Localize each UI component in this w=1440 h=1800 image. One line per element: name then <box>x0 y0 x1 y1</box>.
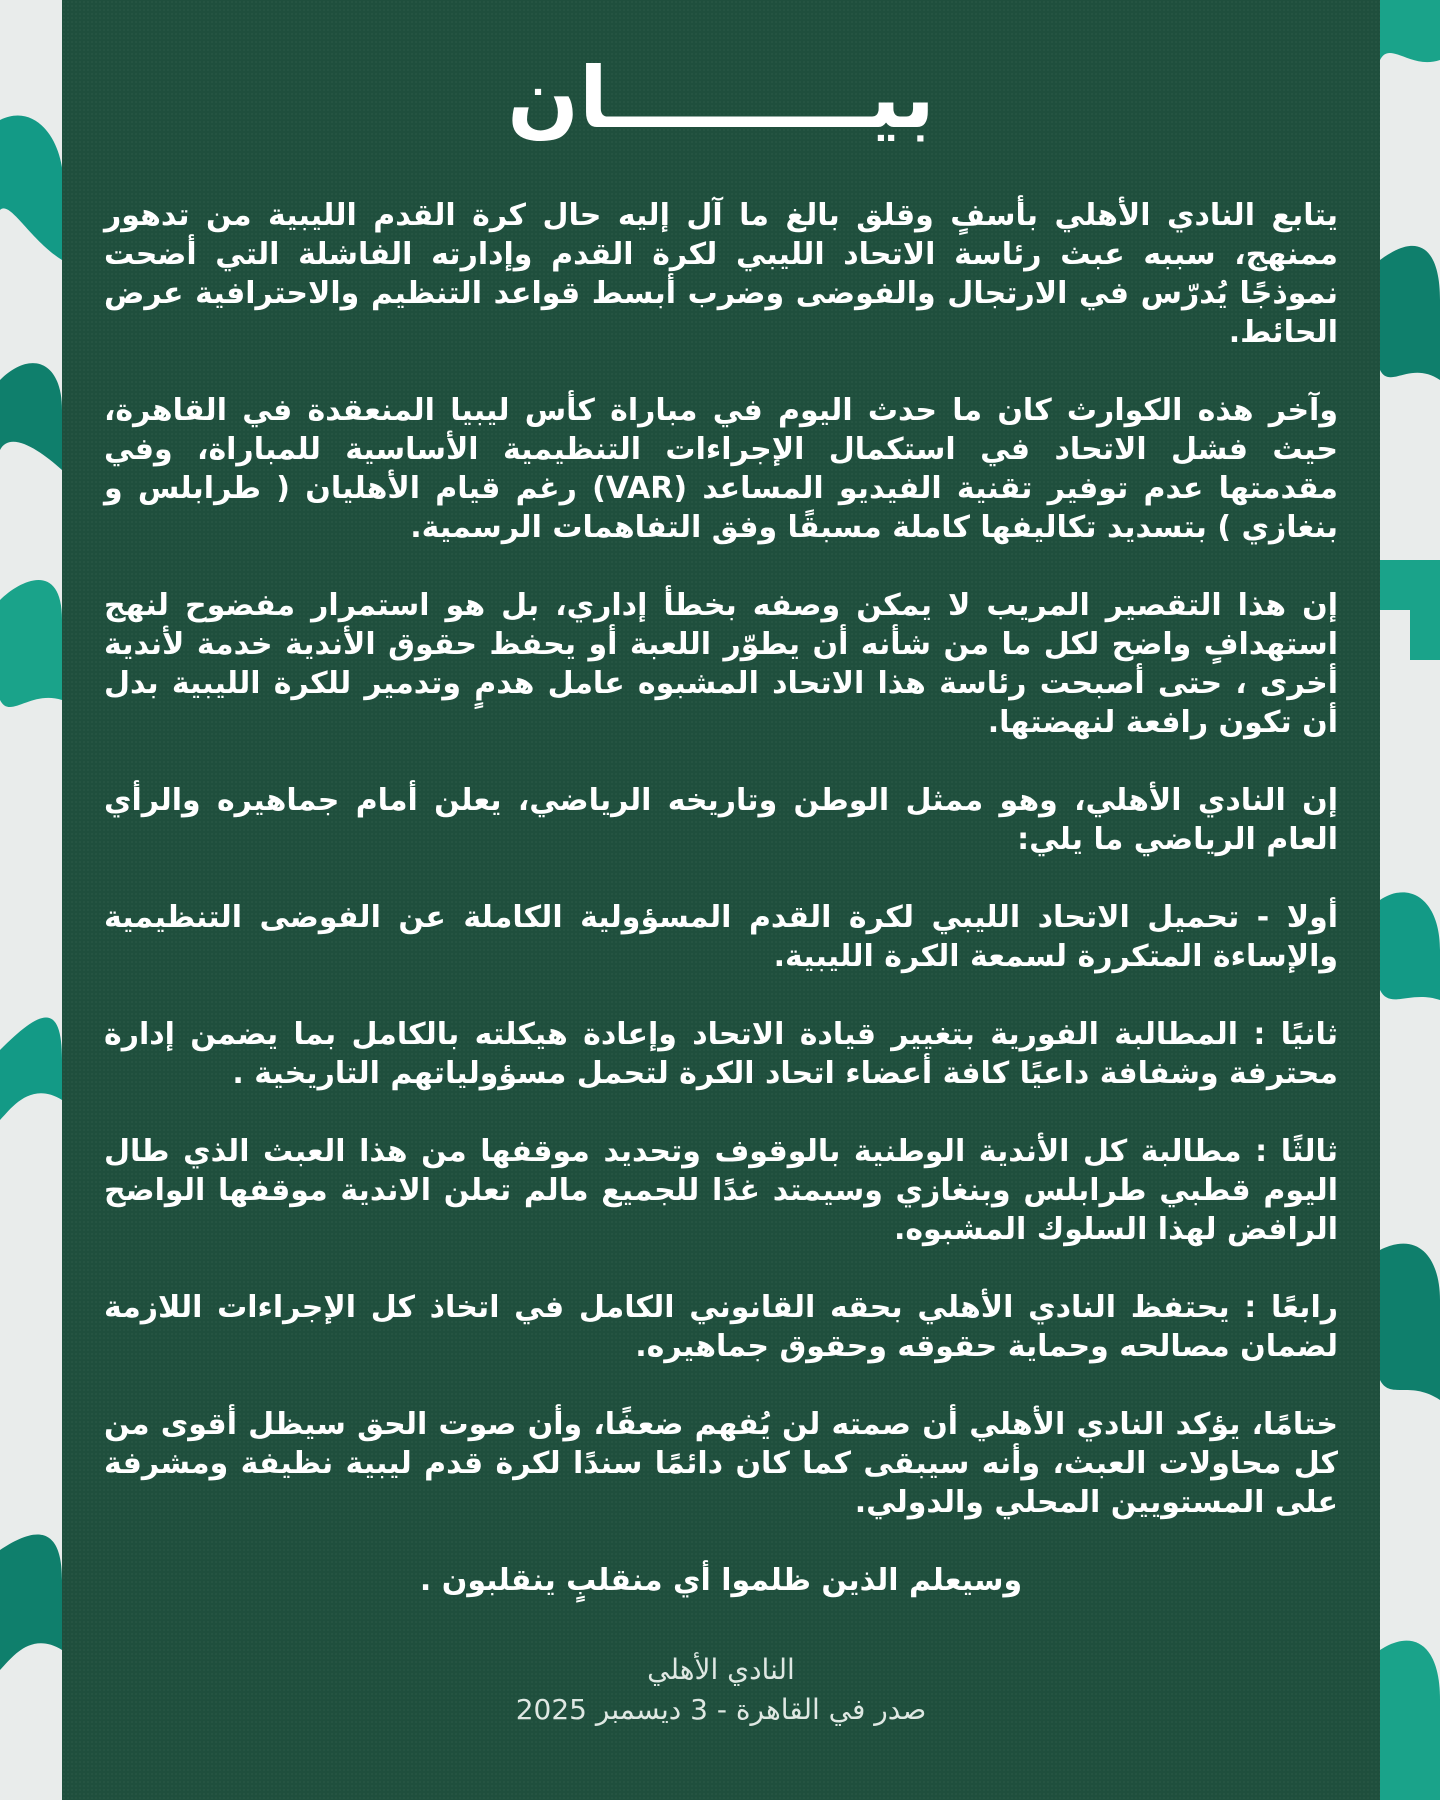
paragraph-fourth-demand: رابعًا : يحتفظ النادي الأهلي بحقه القانوني الكامل في اتخاذ كل الإجراءات اللازمة لضمان مصالحه وحماية حقوقه وحقوق جماهيره. <box>104 1290 1338 1365</box>
paragraph-second-demand: ثانيًا : المطالبة الفورية بتغيير قيادة الاتحاد وإعادة هيكلته بالكامل بما يضمن إدارة محترفة وشفافة داعيًا كافة أعضاء اتحاد الكرة لتحمل مسؤولياتهم التاريخية . <box>104 1017 1338 1092</box>
paragraph-incident: وآخر هذه الكوارث كان ما حدث اليوم في مباراة كأس ليبيا المنعقدة في القاهرة، حيث فشل الاتحاد في استكمال الإجراءات التنظيمية الأساسية للمباراة، وفي مقدمتها عدم توفير تقنية الفيديو المساعد (VAR) رغم قيام الأهليان ( طرابلس و بنغازي ) بتسديد تكاليفها كاملة مسبقًا وفق التفاهمات الرسمية. <box>104 393 1338 546</box>
paragraph-negligence: إن هذا التقصير المريب لا يمكن وصفه بخطأ إداري، بل هو استمرار مفضوح لنهج استهدافٍ واضح لكل ما من شأنه أن يطوّر اللعبة أو يحفظ حقوق الأندية خدمة لأندية أخرى ، حتى أصبحت رئاسة هذا الاتحاد المشبوه عامل هدمٍ وتدمير للكرة الليبية بدل أن تكون رافعة لنهضتها. <box>104 588 1338 741</box>
paragraph-first-demand: أولا - تحميل الاتحاد الليبي لكرة القدم المسؤولية الكاملة عن الفوضى التنظيمية والإساءة المتكررة لسمعة الكرة الليبية. <box>104 900 1338 975</box>
statement-panel <box>62 0 1380 1800</box>
paragraph-intro: يتابع النادي الأهلي بأسفٍ وقلق بالغ ما آل إليه حال كرة القدم الليبية من تدهور ممنهج، سببه عبث رئاسة الاتحاد الليبي لكرة القدم وإدارته الفاشلة التي أضحت نموذجًا يُدرّس في الارتجال والفوضى وضرب أبسط قواعد التنظيم والاحترافية عرض الحائط. <box>104 198 1338 351</box>
closing-verse: وسيعلم الذين ظلموا أي منقلبٍ ينقلبون . <box>419 1563 1023 1599</box>
paragraph-conclusion: ختامًا، يؤكد النادي الأهلي أن صمته لن يُفهم ضعفًا، وأن صوت الحق سيظل أقوى من كل محاولات العبث، وأنه سيبقى كما كان دائمًا سندًا لكرة قدم ليبية نظيفة ومشرفة على المستويين المحلي والدولي. <box>104 1407 1338 1521</box>
page-title: بيـــــــــان <box>507 49 935 147</box>
paragraph-announcement: إن النادي الأهلي، وهو ممثل الوطن وتاريخه الرياضي، يعلن أمام جماهيره والرأي العام الرياضي ما يلي: <box>104 783 1338 858</box>
signature-block <box>102 1650 1340 1730</box>
paragraph-third-demand: ثالثًا : مطالبة كل الأندية الوطنية بالوقوف وتحديد موقفها من هذا العبث الذي طال اليوم قطبي طرابلس وبنغازي وسيمتد غدًا للجميع مالم تعلن الاندية موقفها الواضح الرافض لهذا السلوك المشبوه. <box>104 1134 1338 1248</box>
signature-club: النادي الأهلي <box>647 1653 795 1687</box>
signature-issued: صدر في القاهرة - 3 ديسمبر 2025 <box>515 1693 927 1727</box>
